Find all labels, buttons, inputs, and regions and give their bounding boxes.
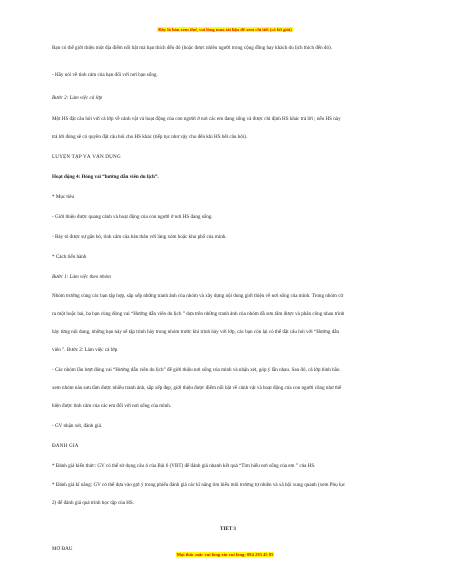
paragraph-line: trả lời đúng sẽ có quyền đặt câu hỏi cho HS khác (tiếp tục như vậy cho đến khi HS hết câu hỏi). xyxy=(52,134,248,140)
lesson-heading: TIẾT 3 xyxy=(220,526,236,532)
section-heading: MỞ ĐẦU xyxy=(52,546,73,552)
paragraph-line: - Các nhóm lần lượt đóng vai “Hướng dẫn viên du lịch” để giới thiệu nơi sống của mình và nhận xét, góp ý lẫn nhau. Sau đó, cả lớp bình bầu xyxy=(52,367,340,373)
contact-banner xyxy=(0,552,450,558)
activity-heading: Hoạt động 4: Đóng vai “hướng dẫn viên du lịch”. xyxy=(52,174,159,180)
paragraph-line: - GV nhận xét, đánh giá. xyxy=(52,423,103,429)
paragraph-line: * Mục tiêu xyxy=(52,194,75,200)
paragraph-line: * Đánh giá kĩ năng: GV có thể dựa vào gợi ý trong phiếu đánh giá các kĩ năng tìm hiểu môi trường tự nhiên và xã hội xung quanh (xem Phụ lục xyxy=(52,482,346,488)
preview-banner xyxy=(0,27,450,33)
paragraph-line: * Đánh giá kiến thức: GV có thể sử dụng câu 4 của Bài 6 (VBT) để đánh giá nhanh kết quả “Tìm hiểu nơi sống của em ” của HS. xyxy=(52,463,316,469)
paragraph-line: Một HS đặt câu hỏi với cả lớp về cảnh vật và hoạt động của con người ở nơi các em đang sống và được chỉ định HS khác trả lời ; nếu HS này xyxy=(52,116,341,122)
paragraph-line: bày từng nội dung, những bạn này sẽ tập trình bày trong nhóm trước khi trình bày với lớp, các bạn còn lại có thể đặt câu hỏi với “Hướng dẫn xyxy=(52,329,340,335)
paragraph-line: - Bày tỏ được sự gắn bó, tình cảm của bản thân với làng xóm hoặc khu phố của mình. xyxy=(52,234,227,240)
section-heading: LUYỆN TẬP VÀ VẬN DỤNG xyxy=(52,154,121,160)
contact-banner-text: Mọi thắc mắc vui lòng xin vui lòng: 084 283 45 85 xyxy=(176,552,274,557)
preview-banner-text: Đây là bản xem thử, vui lòng mua tài liệu để xem chi tiết (có lời giải) xyxy=(158,27,292,32)
paragraph-line: - Giới thiệu được quang cảnh và hoạt động của con người ở nơi HS đang sống. xyxy=(52,214,213,220)
step-heading: Bước 2: Làm việc cả lớp xyxy=(52,95,103,101)
paragraph-line: 2) để đánh giá quá trình học tập của HS. xyxy=(52,500,135,506)
paragraph-line: hiện được tình cảm của các em đối với nơi sống của mình. xyxy=(52,403,172,409)
paragraph-line: viên ”. Bước 2: Làm việc cả lớp xyxy=(52,347,118,353)
step-heading: Bước 1: Làm việc theo nhóm xyxy=(52,274,111,280)
paragraph-line: - Hãy nói về tình cảm của bạn đối với nơi bạn sống. xyxy=(52,72,158,78)
paragraph-line: Nhóm trưởng cùng các bạn tập hợp, sắp xếp những tranh ảnh của nhóm và xây dựng nội dung giới thiệu về nơi sống của mình. Trong nhóm cử xyxy=(52,293,344,299)
section-heading: ĐÁNH GIÁ xyxy=(52,443,79,449)
paragraph-line: ra một hoặc hai, ba bạn cùng đóng vai “Hướng dẫn viên du lịch ” dựa trên những tranh ảnh của nhóm đã sưu tầm được và phân công nhau trình xyxy=(52,311,345,317)
paragraph-line: Bạn có thể giới thiệu một địa điểm nổi bật mà bạn thích đến đó (hoặc được nhiều người trong cộng đồng hay khách du lịch thích đến đó). xyxy=(52,45,332,51)
paragraph-line: * Cách tiến hành xyxy=(52,254,87,260)
paragraph-line: xem nhóm nào sưu tầm được nhiều tranh ảnh, sắp xếp đẹp, giới thiệu được điểm nổi bật về cảnh vật và hoạt động của con người cũng như thể xyxy=(52,385,342,391)
